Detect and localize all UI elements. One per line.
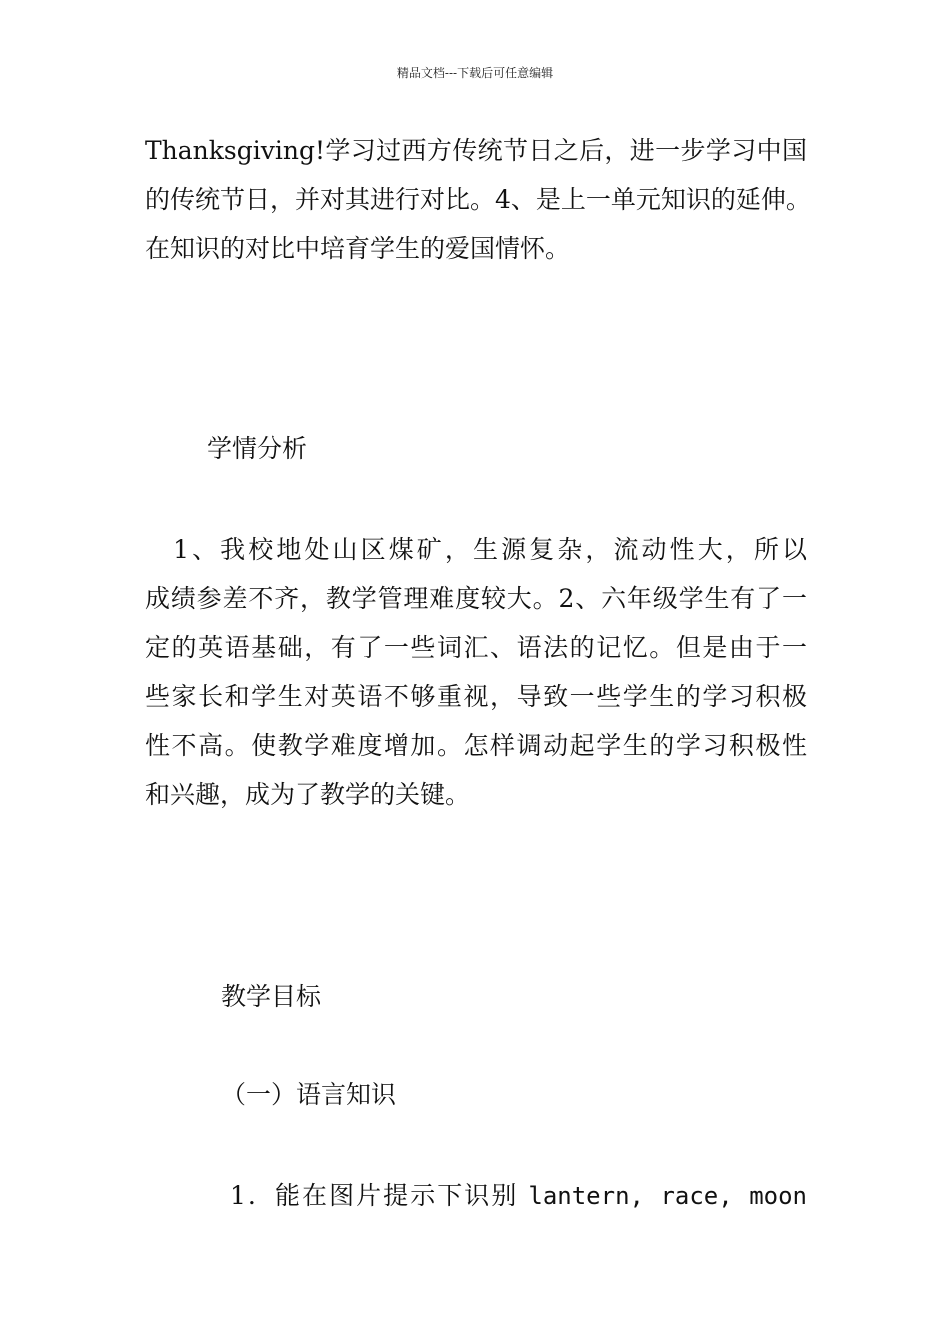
paragraph-line: 和兴趣，成为了教学的关键。 (145, 780, 471, 809)
section-heading-goals: 教学目标 (221, 982, 322, 1011)
page-header-note: 精品文档---下载后可任意编辑 (396, 66, 554, 80)
paragraph-line: 成绩参差不齐，教学管理难度较大。2、六年级学生有了一 (145, 584, 807, 613)
paragraph-line: Thanksgiving!学习过西方传统节日之后，进一步学习中国 (145, 136, 807, 165)
paragraph-line: 的传统节日，并对其进行对比。4、是上一单元知识的延伸。 (145, 185, 811, 214)
goal-item-1 (230, 1171, 807, 1221)
goal-item-1-text: 1．能在图片提示下识别 (230, 1181, 519, 1210)
paragraph-line: 性不高。使教学难度增加。怎样调动起学生的学习积极性 (145, 731, 807, 760)
subsection-heading-language: （一）语言知识 (221, 1080, 397, 1109)
paragraph-line: 1、我校地处山区煤矿，生源复杂，流动性大，所以 (145, 535, 807, 564)
section-heading-analysis: 学情分析 (207, 434, 308, 463)
goal-item-1-words: lantern, race, moon (528, 1182, 807, 1210)
analysis-paragraph (145, 525, 807, 819)
intro-paragraph (145, 126, 811, 273)
paragraph-line: 在知识的对比中培育学生的爱国情怀。 (145, 234, 571, 263)
paragraph-line: 定的英语基础，有了一些词汇、语法的记忆。但是由于一 (145, 633, 807, 662)
paragraph-line: 些家长和学生对英语不够重视，导致一些学生的学习积极 (145, 682, 807, 711)
